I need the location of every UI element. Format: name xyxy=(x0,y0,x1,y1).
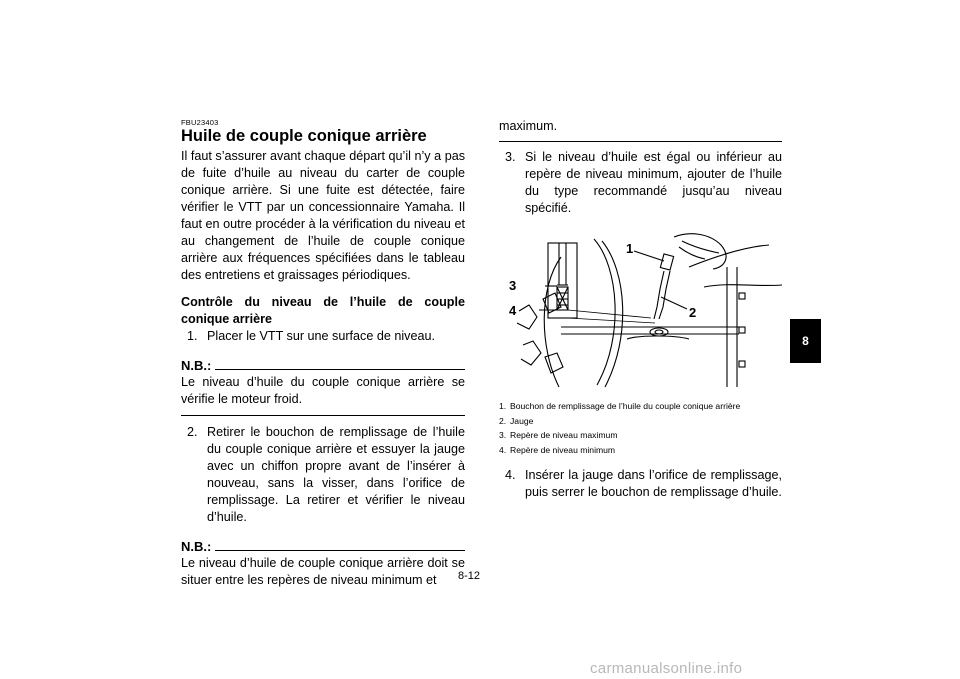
step-3-number: 3. xyxy=(505,150,516,164)
note-1-text: Le niveau d’huile du couple conique arrière se vérifie le moteur froid. xyxy=(181,375,465,406)
caption-text: Jauge xyxy=(510,415,534,426)
section-title: Huile de couple conique arrière xyxy=(181,127,427,145)
step-4-text: Insérer la jauge dans l’orifice de remplissage, puis serrer le bouchon de remplissage d’huile. xyxy=(525,467,782,499)
note-1-label: N.B.: xyxy=(181,358,212,373)
note-2-label: N.B.: xyxy=(181,539,212,554)
step-3-text: Si le niveau d’huile est égal ou inférieur au repère de niveau minimum, ajouter de l’huile du type recommandé jusqu’au niveau spécifié. xyxy=(525,150,782,215)
caption-item xyxy=(499,445,782,455)
step-2-number: 2. xyxy=(187,425,198,439)
callout-3: 3 xyxy=(509,278,517,293)
chapter-tab: 8 xyxy=(790,319,821,363)
left-column xyxy=(181,118,465,589)
subheading: Contrôle du niveau de l’huile de couple conique arrière xyxy=(181,295,465,326)
document-code: FBU23403 xyxy=(181,118,219,127)
caption-text: Repère de niveau minimum xyxy=(510,444,616,455)
step-2-text: Retirer le bouchon de remplissage de l’huile du couple conique arrière et essuyer la jauge avec un chiffon propre avant de l’insérer à nouveau, sans la visser, dans l’orifice de remplissage. La retirer et vérifier le niveau d’huile. xyxy=(207,425,465,524)
step-4-number: 4. xyxy=(505,467,516,482)
note-2-rule xyxy=(215,550,465,551)
callout-4: 4 xyxy=(509,303,517,318)
note-1-end-rule xyxy=(181,415,465,416)
caption-number: 3. xyxy=(499,430,507,440)
step-2 xyxy=(181,424,465,526)
caption-item xyxy=(499,430,782,440)
dipstick-drawing xyxy=(499,227,782,389)
intro-paragraph: Il faut s’assurer avant chaque départ qu’il n’y a pas de fuite d’huile au niveau du carter de couple conique arrière. Si une fuite est détectée, faire vérifier le VTT par un concessionnaire Yamaha. Il faut en outre procéder à la vérification du niveau et au changement de l’huile de couple conique arrière aux fréquences spécifiées dans le tableau des entretiens et graissages périodiques. xyxy=(181,149,465,282)
callout-1: 1 xyxy=(626,241,634,256)
dipstick-illustration xyxy=(499,227,782,389)
step-3 xyxy=(499,149,782,217)
note-1-rule xyxy=(215,369,465,370)
caption-number: 4. xyxy=(499,444,507,455)
caption-item xyxy=(499,401,782,411)
note-2-end-rule xyxy=(499,141,782,142)
caption-text: Bouchon de remplissage de l’huile du couple conique arrière xyxy=(510,401,741,411)
step-1 xyxy=(181,328,465,345)
note-1 xyxy=(181,357,465,416)
step-4 xyxy=(499,467,782,501)
note-1-header xyxy=(181,357,465,374)
note-2-header xyxy=(181,538,465,555)
caption-number: 1. xyxy=(499,401,507,411)
watermark: carmanualsonline.info xyxy=(590,660,743,677)
caption-text: Repère de niveau maximum xyxy=(510,430,618,440)
figure-captions xyxy=(499,401,782,455)
note-2-text: Le niveau d’huile de couple conique arrière doit se situer entre les repères de niveau minimum et xyxy=(181,556,465,587)
callout-2: 2 xyxy=(689,305,697,320)
caption-item xyxy=(499,416,782,426)
caption-number: 2. xyxy=(499,415,507,426)
note-2 xyxy=(181,538,465,589)
right-column xyxy=(499,118,782,501)
note-2-continued: maximum. xyxy=(499,119,558,133)
step-1-text: Placer le VTT sur une surface de niveau. xyxy=(207,329,435,343)
step-1-number: 1. xyxy=(187,329,198,343)
page-number: 8-12 xyxy=(458,570,481,582)
